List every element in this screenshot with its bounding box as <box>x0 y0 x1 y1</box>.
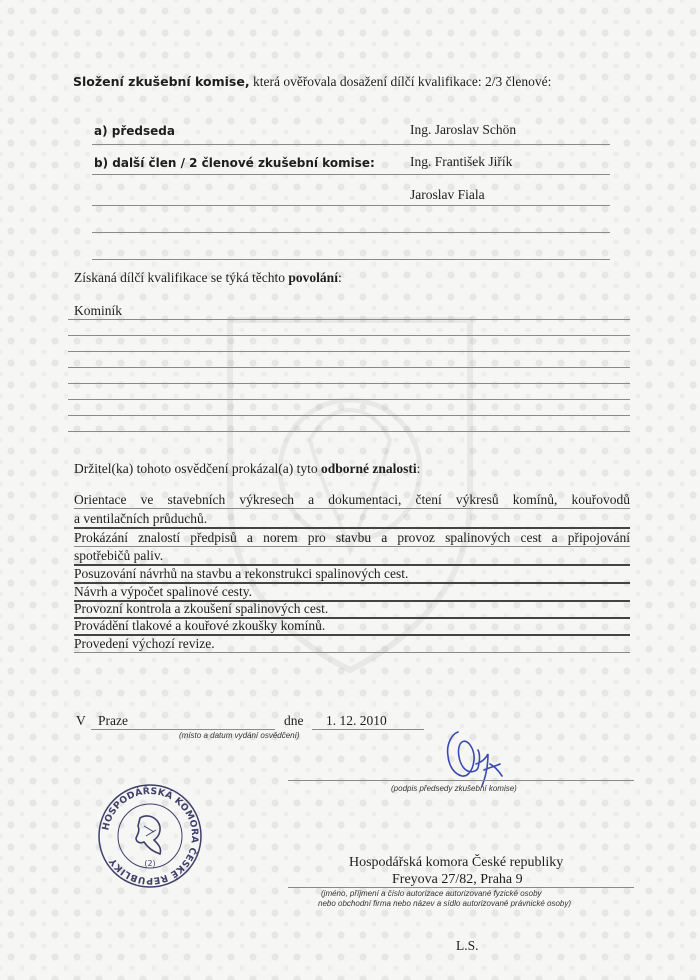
knowledge-item: a ventilačních průduchů. <box>74 511 630 529</box>
knowledge-item: Provedení výchozí revize. <box>74 636 630 653</box>
occupation-heading-bold: povolání <box>288 270 338 285</box>
occupation-heading-colon: : <box>337 270 342 285</box>
divider <box>92 174 610 175</box>
stamp-number: (2) <box>144 859 156 868</box>
knowledge-item: Orientace ve stavebních výkresech a dokumentaci, čtení výkresů komínů, kouřovodů <box>74 492 630 507</box>
occupation-value: Kominík <box>74 303 123 318</box>
signature-caption: (podpis předsedy zkušební komise) <box>391 784 517 793</box>
chair-label: a) předseda <box>94 124 175 138</box>
issuer-name: Hospodářská komora České republiky <box>349 855 564 870</box>
divider <box>68 351 630 352</box>
ls-label: L.S. <box>456 938 479 953</box>
knowledge-heading-text: Držitel(ka) tohoto osvědčení prokázal(a) tyto <box>74 461 322 476</box>
knowledge-item: spotřebičů paliv. <box>74 548 630 566</box>
svg-text:HOSPODÁŘSKÁ KOMORA ČESKÉ REPUB: HOSPODÁŘSKÁ KOMORA ČESKÉ REPUBLIKY <box>100 785 201 887</box>
knowledge-item: Provádění tlakové a kouřové zkoušky komínů. <box>74 618 630 636</box>
member-name-1: Ing. František Jiřík <box>410 154 513 169</box>
member-name-2: Jaroslav Fiala <box>410 187 485 202</box>
committee-heading-bold: Složení zkušební komise, <box>73 74 250 89</box>
issuer-address: Freyova 27/82, Praha 9 <box>392 872 523 887</box>
occupation-heading <box>74 270 342 286</box>
knowledge-item: Prokázání znalostí předpisů a norem pro stavbu a provoz spalinových cest a připojování <box>74 530 630 545</box>
committee-heading <box>73 74 551 90</box>
divider <box>288 780 634 781</box>
divider <box>68 415 630 416</box>
dne-label: dne <box>284 713 304 728</box>
divider <box>91 729 275 730</box>
occupation-heading-text: Získaná dílčí kvalifikace se týká těchto <box>74 270 289 285</box>
date-value: 1. 12. 2010 <box>326 713 387 728</box>
divider <box>68 335 630 336</box>
divider <box>92 144 610 145</box>
knowledge-item: Provozní kontrola a zkoušení spalinových cest. <box>74 601 630 619</box>
stamp-image <box>96 782 204 890</box>
v-label: V <box>76 713 86 728</box>
knowledge-heading-colon: : <box>416 461 421 476</box>
member-label: b) další člen / 2 členové zkušební komise: <box>94 156 375 170</box>
issuer-caption-1: (jméno, příjmení a číslo autorizace autorizované fyzické osoby <box>321 889 542 898</box>
divider <box>288 887 634 888</box>
divider <box>92 205 610 206</box>
place-value: Praze <box>98 713 128 728</box>
divider <box>312 729 424 730</box>
committee-heading-rest: která ověřovala dosažení dílčí kvalifikace: 2/3 členové: <box>249 74 552 89</box>
divider <box>68 383 630 384</box>
knowledge-item: Návrh a výpočet spalinové cesty. <box>74 584 630 602</box>
divider <box>68 431 630 432</box>
issuer-caption-2: nebo obchodní firma nebo název a sídlo autorizované právnické osoby) <box>318 899 572 908</box>
divider <box>92 232 610 233</box>
divider <box>68 367 630 368</box>
divider <box>68 399 630 400</box>
knowledge-item: Posuzování návrhů na stavbu a rekonstrukci spalinových cest. <box>74 566 630 584</box>
divider <box>92 259 610 260</box>
divider <box>68 319 630 320</box>
knowledge-heading-bold: odborné znalosti <box>321 461 417 476</box>
chair-name: Ing. Jaroslav Schön <box>410 122 517 137</box>
knowledge-heading <box>74 461 420 477</box>
place-date-caption: (místo a datum vydání osvědčení) <box>179 731 300 740</box>
